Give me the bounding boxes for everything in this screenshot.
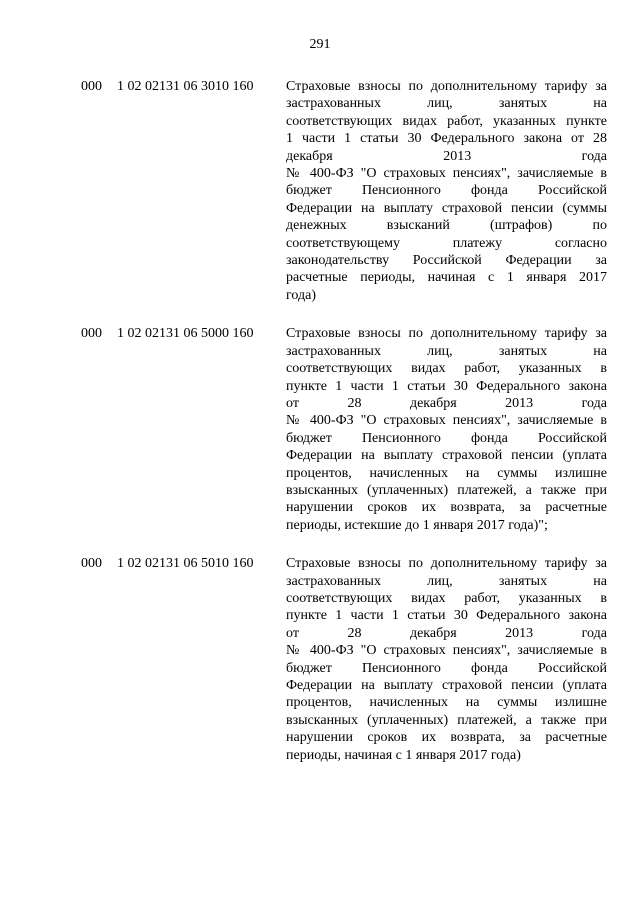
- description-line: соответствующих видах работ, указанных в: [286, 590, 607, 606]
- description-line: Федерации на выплату страховой пенсии (суммы: [286, 200, 607, 216]
- description-line: пункте 1 части 1 статьи 30 Федерального закона: [286, 378, 607, 394]
- description-line: соответствующих видах работ, указанных в: [286, 361, 607, 377]
- description-line: периоды, начиная с 1 января 2017 года): [286, 747, 521, 763]
- description-line: № 400-ФЗ "О страховых пенсиях", зачисляемые в: [286, 643, 607, 659]
- description-line: соответствующих видах работ, указанных пункте: [286, 113, 607, 129]
- page-number: 291: [309, 37, 331, 52]
- description-line: бюджет Пенсионного фонда Российской: [286, 430, 607, 446]
- description-line: застрахованных лиц, занятых на: [286, 96, 607, 112]
- description-line: Страховые взносы по дополнительному тарифу за: [286, 326, 607, 342]
- revenue-description: [286, 555, 607, 764]
- description-line: бюджет Пенсионного фонда Российской: [286, 183, 607, 199]
- description-line: от 28 декабря 2013 года: [286, 625, 607, 641]
- table-row: [0, 78, 640, 304]
- description-line: соответствующему платежу согласно: [286, 235, 607, 251]
- budget-code-table: [0, 78, 640, 785]
- description-line: 1 части 1 статьи 30 Федерального закона от 28: [286, 131, 607, 147]
- description-line: законодательству Российской Федерации за: [286, 253, 607, 269]
- budget-classification-code: 1 02 02131 06 5010 160: [117, 556, 254, 572]
- revenue-description: [286, 78, 607, 304]
- budget-classification-code: 1 02 02131 06 5000 160: [117, 326, 254, 342]
- description-line: денежных взысканий (штрафов) по: [286, 218, 607, 234]
- revenue-description: [286, 325, 607, 534]
- description-line: Страховые взносы по дополнительному тарифу за: [286, 556, 607, 572]
- description-line: периоды, истекшие до 1 января 2017 года)";: [286, 517, 548, 533]
- description-line: застрахованных лиц, занятых на: [286, 573, 607, 589]
- description-line: взысканных (уплаченных) платежей, а также при: [286, 482, 607, 498]
- description-line: процентов, начисленных на суммы излишне: [286, 465, 607, 481]
- description-line: взысканных (уплаченных) платежей, а также при: [286, 712, 607, 728]
- table-row: [0, 555, 640, 764]
- description-line: пункте 1 части 1 статьи 30 Федерального закона: [286, 608, 607, 624]
- description-line: Федерации на выплату страховой пенсии (уплата: [286, 448, 607, 464]
- description-line: от 28 декабря 2013 года: [286, 395, 607, 411]
- admin-code: 000: [81, 326, 102, 342]
- table-row: [0, 325, 640, 534]
- description-line: нарушении сроков их возврата, за расчетные: [286, 500, 607, 516]
- description-line: нарушении сроков их возврата, за расчетные: [286, 730, 607, 746]
- description-line: № 400-ФЗ "О страховых пенсиях", зачисляемые в: [286, 166, 607, 182]
- description-line: года): [286, 287, 316, 303]
- description-line: процентов, начисленных на суммы излишне: [286, 695, 607, 711]
- description-line: № 400-ФЗ "О страховых пенсиях", зачисляемые в: [286, 413, 607, 429]
- description-line: Страховые взносы по дополнительному тарифу за: [286, 79, 607, 94]
- admin-code: 000: [81, 556, 102, 572]
- description-line: бюджет Пенсионного фонда Российской: [286, 660, 607, 676]
- description-line: застрахованных лиц, занятых на: [286, 343, 607, 359]
- description-line: расчетные периоды, начиная с 1 января 2017: [286, 270, 607, 286]
- admin-code: 000: [81, 79, 102, 94]
- description-line: Федерации на выплату страховой пенсии (уплата: [286, 678, 607, 693]
- budget-classification-code: 1 02 02131 06 3010 160: [117, 79, 254, 94]
- description-line: декабря 2013 года: [286, 148, 607, 164]
